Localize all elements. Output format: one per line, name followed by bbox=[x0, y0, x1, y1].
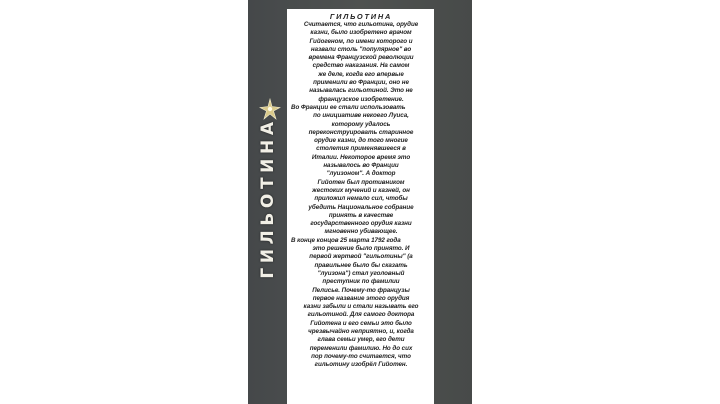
paragraph-1-line: французское изобретение. bbox=[318, 95, 404, 103]
paragraph-1-line: времена Французской революции bbox=[308, 54, 414, 62]
paragraph-3-line: первое название этого орудия bbox=[312, 294, 410, 302]
paragraph-2-line: принять в качестве bbox=[328, 211, 394, 219]
paragraph-3-line: чрезвычайно неприятно, и, когда bbox=[308, 327, 414, 335]
paragraph-1-line: применили во Франции, оно не bbox=[313, 79, 409, 87]
paragraph-3-line: преступник по фамилии bbox=[322, 278, 400, 286]
paragraph-3-line: Пелисье. Почему-то французы bbox=[312, 286, 410, 294]
paragraph-2-first-line: Во Франции ее стали использовать bbox=[291, 103, 406, 111]
sheet-body bbox=[291, 21, 431, 369]
paragraph-3-line: первой жертвой "гильотины" (а bbox=[309, 253, 413, 261]
paragraph-3-line: глава семьи умер, его дети bbox=[317, 336, 405, 344]
paragraph-3-line: гильотиной. Для самого доктора bbox=[307, 311, 415, 319]
paragraph-2-line: мгновенно убивающее. bbox=[324, 228, 398, 236]
paragraph-1-line: называлась гильотиной. Это не bbox=[309, 87, 413, 95]
paragraph-3-line: Гийотена и его семьи это было bbox=[310, 319, 412, 327]
paragraph-3-line: казни забыли и стали называть его bbox=[303, 303, 419, 311]
paragraph-3-line: пор почему-то считается, что bbox=[311, 352, 411, 360]
paragraph-1-line: казни, было изобретено врачом bbox=[310, 29, 412, 37]
paragraph-2-line: убедить Национальное собрание bbox=[308, 203, 414, 211]
paragraph-3-line: переменили фамилию. Но до сих bbox=[309, 344, 413, 352]
paragraph-3-first-line: В конце концов 25 марта 1792 года bbox=[291, 236, 401, 244]
paragraph-2-line: переконструировать старинное bbox=[308, 128, 414, 136]
paragraph-2-line: называлось во Франции bbox=[323, 162, 399, 170]
paragraph-1-line: средство наказания. На самом bbox=[312, 62, 410, 70]
paragraph-3-line: это решение было принято. И bbox=[312, 245, 410, 253]
paragraph-2-line: государственного орудия казни bbox=[310, 220, 412, 228]
vertical-title-text: ГИЛЬОТИНА bbox=[258, 117, 278, 279]
paragraph-2-line: приложил немало сил, чтобы bbox=[314, 195, 408, 203]
paragraph-3-line: "луизона") стал уголовный bbox=[317, 269, 405, 277]
paragraph-2-line: жестоких мучений и казней, он bbox=[312, 186, 410, 194]
text-sheet bbox=[287, 9, 434, 404]
paragraph-2-line: столетия применявшееся в bbox=[316, 145, 406, 153]
paragraph-1-line: Считается, что гильотина, орудие bbox=[303, 21, 419, 28]
paragraph-1-line: Гийогеном, по имени которого и bbox=[309, 37, 413, 45]
sheet-heading: ГИЛЬОТИНА bbox=[329, 12, 393, 21]
paragraph-2-line: Гийотен был противником bbox=[317, 178, 405, 186]
paragraph-1-line: же деле, когда его впервые bbox=[318, 70, 404, 78]
paragraph-2-line: по инициативе некоего Луиса, bbox=[313, 112, 409, 120]
paragraph-2-line: "луизоном". А доктор bbox=[326, 170, 396, 178]
paragraph-2-line: которому удалось bbox=[331, 120, 391, 128]
paragraph-3-line: правильнее было бы сказать bbox=[314, 261, 408, 269]
paragraph-2-line: орудие казни, до того многие bbox=[314, 137, 408, 145]
left-pillarbox bbox=[0, 0, 248, 404]
paragraph-2-line: Италии. Некоторое время это bbox=[311, 153, 411, 161]
right-pillarbox bbox=[472, 0, 720, 404]
paragraph-1-line: назвали столь "популярное" во bbox=[310, 45, 412, 53]
paragraph-3-line: гильотину изобрёл Гийотен. bbox=[314, 361, 408, 369]
vertical-title bbox=[257, 108, 279, 288]
